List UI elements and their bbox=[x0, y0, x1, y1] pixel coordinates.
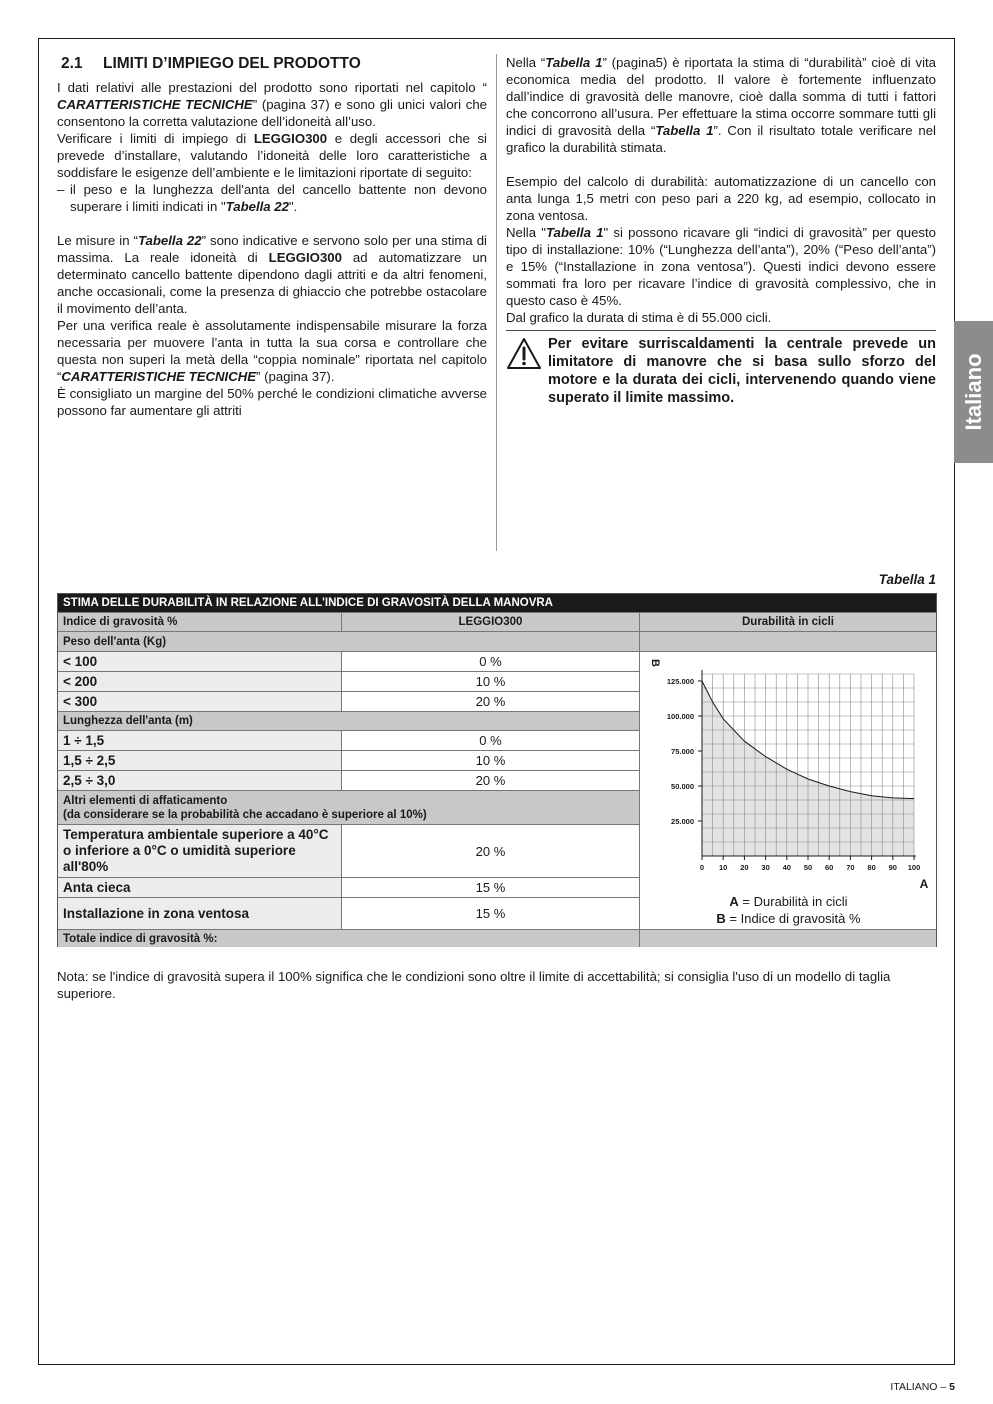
table-row bbox=[58, 770, 639, 790]
x-tick-label: 100 bbox=[907, 863, 921, 872]
table-row bbox=[58, 750, 639, 770]
x-tick-label: 0 bbox=[699, 863, 705, 872]
group-label-line: Altri elementi di affaticamento bbox=[63, 794, 228, 807]
text: Per una verifica reale è assolutamente indispensabile misurare la forza necessaria per muovere l’anta in tutta la sua corsa e controllare che questa non superi la metà della “coppia nominale” riportata nel capitolo “ bbox=[57, 318, 487, 384]
table-caption: Tabella 1 bbox=[878, 572, 936, 587]
legend-key: A bbox=[729, 894, 739, 909]
header-product: LEGGIO300 bbox=[341, 613, 639, 631]
warning-text: Per evitare surriscaldamenti la centrale prevede un limitatore di manovre che si basa sullo sforzo del motore e la durata dei cicli, intervenendo quando viene superato il limite massimo. bbox=[548, 336, 936, 406]
group-label: Lunghezza dell'anta (m) bbox=[63, 715, 193, 727]
x-tick-label: 60 bbox=[825, 863, 834, 872]
product-name: LEGGIO300 bbox=[268, 250, 342, 265]
emphasis: Tabella 1 bbox=[545, 55, 603, 70]
table-row bbox=[58, 877, 639, 897]
text: ad automatizzare un determinato cancello battente dipendono dagli attriti e da altri fenomeni, anche occasionali, come la presenza di ghiaccio che potrebbe ostacolare il movimento dell’anta. bbox=[57, 250, 487, 316]
durability-table bbox=[57, 593, 937, 947]
emphasis: Tabella 1 bbox=[655, 123, 714, 138]
table-row bbox=[58, 691, 639, 711]
y-tick-label: 125.000 bbox=[666, 677, 694, 686]
emphasis: CARATTERISTICHE TECNICHE bbox=[61, 369, 257, 384]
text: ” sono indicative e servono solo per una stima di massima. La reale idoneità di bbox=[57, 233, 487, 265]
table-row bbox=[58, 651, 639, 671]
group-label-line: (da considerare se la probabilità che accadano è superiore al 10%) bbox=[63, 808, 427, 821]
table-title: STIMA DELLE DURABILITÀ IN RELAZIONE ALL'INDICE DI GRAVOSITÀ DELLA MANOVRA bbox=[58, 594, 936, 612]
text: ” (pagina 37). bbox=[256, 369, 335, 384]
language-tab-label: Italiano bbox=[960, 353, 986, 431]
row-value: 15 % bbox=[341, 898, 639, 929]
bullet-dash: – bbox=[57, 182, 65, 197]
row-label: Installazione in zona ventosa bbox=[58, 898, 341, 929]
row-value: 20 % bbox=[341, 825, 639, 877]
y-axis-label: B bbox=[649, 659, 661, 667]
x-axis-label: A bbox=[919, 877, 929, 891]
row-label: < 100 bbox=[58, 652, 341, 671]
paragraph bbox=[57, 232, 487, 317]
paragraph: È consigliato un margine del 50% perché le condizioni climatiche avverse possono far aumentare gli attriti bbox=[57, 386, 487, 418]
paragraph: Esempio del calcolo di durabilità: automatizzazione di un cancello con anta lunga 1,5 metri con peso pari a 220 kg, ad esempio, collocato in zona ventosa. bbox=[506, 174, 936, 223]
paragraph bbox=[506, 224, 936, 309]
product-name: LEGGIO300 bbox=[253, 131, 328, 146]
x-tick-label: 50 bbox=[803, 863, 813, 872]
paragraph bbox=[506, 54, 936, 156]
text: ” (pagina5) è riportata la stima di “durabilità” cioè di vita economica media del prodotto. Il valore è fortemente influenzato dall’indice di gravosità delle manovre, cioè dalla somma di tutti i fattori che concorrono all’usura. Per effettuare la stima occorre sommare tutti gli indici di gravosità della “ bbox=[506, 55, 937, 138]
text: ” (pagina 37) e sono gli unici valori che consentono la corretta valutazione dell’idoneità all’uso. bbox=[57, 97, 487, 129]
section-number: 2.1 bbox=[61, 55, 83, 72]
total-label: Totale indice di gravosità %: bbox=[63, 932, 218, 945]
row-value: 20 % bbox=[341, 692, 639, 711]
x-tick-label: 30 bbox=[761, 863, 770, 872]
text: ”. Con il risultato totale verificare nel grafico la durabilità stimata. bbox=[506, 123, 936, 155]
row-label: < 300 bbox=[58, 692, 341, 711]
x-tick-label: 80 bbox=[867, 863, 876, 872]
y-tick-label: 25.000 bbox=[671, 817, 694, 826]
group-label: Peso dell'anta (Kg) bbox=[63, 635, 167, 648]
x-tick-label: 10 bbox=[719, 863, 728, 872]
legend-key: B bbox=[716, 911, 726, 926]
paragraph bbox=[57, 79, 487, 130]
header-durability: Durabilità in cicli bbox=[639, 612, 936, 631]
chart-legend bbox=[640, 893, 937, 927]
row-label: 1,5 ÷ 2,5 bbox=[58, 751, 341, 770]
paragraph bbox=[57, 130, 487, 181]
legend-text: = Indice di gravosità % bbox=[725, 911, 861, 926]
left-column bbox=[57, 54, 487, 419]
table-row bbox=[58, 824, 639, 877]
row-label: 2,5 ÷ 3,0 bbox=[58, 771, 341, 790]
language-tab bbox=[954, 321, 993, 463]
total-row-right-cell bbox=[639, 929, 936, 947]
row-label: Anta cieca bbox=[58, 878, 341, 897]
row-label: 1 ÷ 1,5 bbox=[58, 731, 341, 750]
row-label: < 200 bbox=[58, 672, 341, 691]
text: I dati relativi alle prestazioni del prodotto sono riportati nel capitolo “ bbox=[57, 80, 487, 95]
group-row-length bbox=[58, 711, 639, 730]
y-tick-label: 100.000 bbox=[666, 712, 694, 721]
row-value: 10 % bbox=[341, 672, 639, 691]
row-value: 0 % bbox=[341, 731, 639, 750]
page-number-value: 5 bbox=[949, 1381, 955, 1393]
chart-svg bbox=[640, 652, 937, 892]
table-row bbox=[58, 897, 639, 929]
text: Le misure in “ bbox=[57, 233, 138, 248]
durability-chart bbox=[639, 651, 936, 929]
x-tick-label: 40 bbox=[782, 863, 791, 872]
column-divider bbox=[496, 54, 497, 551]
x-tick-label: 20 bbox=[740, 863, 749, 872]
emphasis: Tabella 22 bbox=[137, 233, 202, 248]
text: Nella “ bbox=[506, 55, 546, 70]
page-number-label: ITALIANO – bbox=[890, 1381, 950, 1393]
paragraph: Dal grafico la durata di stima è di 55.000 cicli. bbox=[506, 310, 772, 325]
text: ". bbox=[288, 199, 298, 214]
row-value: 15 % bbox=[341, 878, 639, 897]
bullet-item bbox=[57, 181, 487, 215]
paragraph bbox=[57, 317, 487, 385]
x-tick-label: 70 bbox=[846, 863, 855, 872]
text: " si possono ricavare gli “indici di gravosità” per questo tipo di installazione: 10% (“Lunghezza dell’anta”), 20% (“Peso dell’anta”) e 15% (“Installazione in zona ventosa”). Questi indici devono essere sommati fra loro per ricavare l’indice di gravosità complessivo, che in questo caso è 45%. bbox=[506, 225, 937, 308]
y-tick-label: 75.000 bbox=[671, 747, 694, 756]
group-row-right-cell bbox=[639, 631, 936, 651]
warning-block bbox=[506, 330, 936, 407]
table-header-row bbox=[58, 612, 639, 631]
bullet-text bbox=[70, 181, 487, 215]
right-column bbox=[506, 54, 936, 407]
warning-triangle-icon bbox=[506, 337, 542, 371]
text: e degli accessori che si prevede d’installare, valutando l’idoneità delle loro caratteristiche a soddisfare le esigenze dell’ambiente e le limitazioni riportate di seguito: bbox=[57, 131, 487, 180]
header-index: Indice di gravosità % bbox=[63, 616, 178, 628]
group-label bbox=[58, 791, 639, 824]
row-value: 20 % bbox=[341, 771, 639, 790]
y-tick-label: 50.000 bbox=[671, 782, 694, 791]
table-row bbox=[58, 671, 639, 691]
section-title: LIMITI D’IMPIEGO DEL PRODOTTO bbox=[103, 55, 361, 72]
group-row-weight bbox=[58, 631, 639, 651]
text: il peso e la lunghezza dell'anta del cancello battente non devono superare i limiti indicati in " bbox=[70, 182, 487, 214]
row-label: Temperatura ambientale superiore a 40°C o inferiore a 0°C o umidità superiore all'80% bbox=[58, 825, 341, 877]
total-row bbox=[58, 929, 639, 947]
row-value: 10 % bbox=[341, 751, 639, 770]
emphasis: CARATTERISTICHE TECNICHE bbox=[57, 97, 253, 112]
text: Verificare i limiti di impiego di bbox=[57, 131, 254, 146]
legend-item-a bbox=[640, 893, 937, 910]
page-number bbox=[800, 1381, 955, 1393]
group-row-other bbox=[58, 790, 639, 824]
row-value: 0 % bbox=[341, 652, 639, 671]
x-tick-label: 90 bbox=[888, 863, 897, 872]
footnote: Nota: se l'indice di gravosità supera il 100% significa che le condizioni sono oltre il limite di accettabilità; si consiglia l'uso di un modello di taglia superiore. bbox=[57, 969, 891, 1001]
section-heading bbox=[61, 54, 487, 73]
emphasis: Tabella 22 bbox=[225, 199, 289, 214]
table-row bbox=[58, 730, 639, 750]
text: Nella " bbox=[506, 225, 546, 240]
legend-text: = Durabilità in cicli bbox=[738, 894, 848, 909]
emphasis: Tabella 1 bbox=[545, 225, 604, 240]
legend-item-b bbox=[640, 910, 937, 927]
